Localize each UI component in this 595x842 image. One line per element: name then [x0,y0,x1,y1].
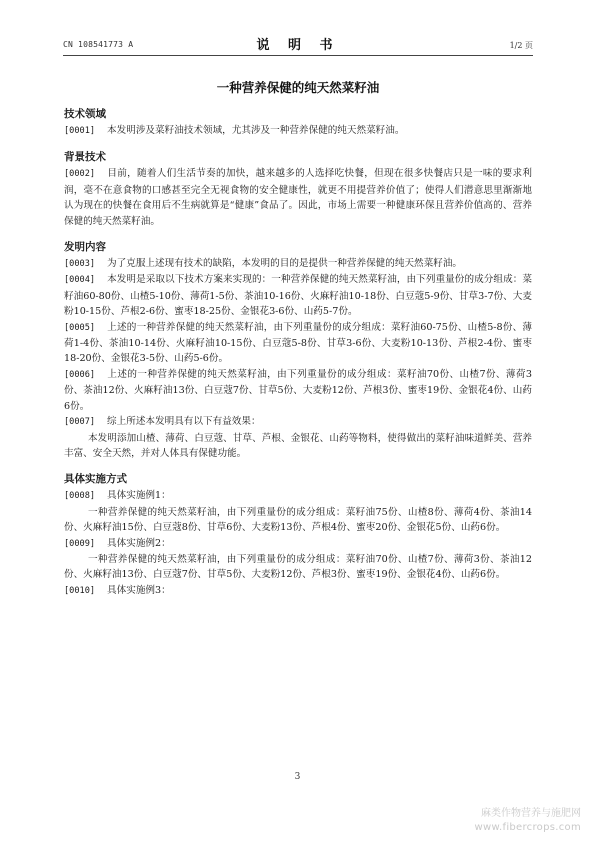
paragraph-0005 [64,320,532,367]
section-heading-embodiments: 具体实施方式 [64,473,127,486]
paragraph-number: [0002] [64,169,96,180]
section-heading-invention: 发明内容 [64,241,106,254]
paragraph-text: 具体实施例2： [107,537,171,549]
paragraph-text: 具体实施例3： [107,584,171,596]
paragraph-text: 综上所述本发明具有以下有益效果： [107,416,261,428]
paragraph-0004 [64,272,532,319]
watermark-site-name: 麻类作物营养与施肥网 [481,808,581,819]
document-title: 一种营养保健的纯天然菜籽油 [216,80,380,95]
paragraph-0009 [64,536,532,552]
watermark-url: www.fibercrops.com [474,822,581,833]
paragraph-0003 [64,256,532,272]
page-header [63,34,533,52]
paragraph-number: [0010] [64,585,96,596]
embodiment-2-text: 一种营养保健的纯天然菜籽油，由下列重量份的成分组成：菜籽油70份、山楂7份、薄荷3份、茶油12份、火麻籽油13份、白豆蔻7份、甘草5份、大麦粉12份、芦根3份、蜜枣19份、金银花4份、山药6份。 [64,553,532,581]
paragraph-0010 [64,583,532,599]
document-body [64,106,532,599]
site-watermark [475,807,582,835]
paragraph-0001 [64,123,532,139]
paragraph-0002 [64,166,532,229]
paragraph-text: 本发明涉及菜籽油技术领域，尤其涉及一种营养保健的纯天然菜籽油。 [107,125,405,136]
paragraph-text: 上述的一种营养保健的纯天然菜籽油，由下列重量份的成分组成：菜籽油60-75份、山楂5-8份、薄荷1-4份、茶油10-14份、火麻籽油10-15份、白豆蔻5-8份、甘草3-6份、大麦粉10-13份、芦根2-4份、蜜枣18-20份、金银花3-5份、山药5-6份。 [64,321,532,365]
paragraph-number: [0004] [64,275,96,286]
paragraph-number: [0006] [64,369,96,380]
paragraph-0007-continued: 本发明添加山楂、薄荷、白豆蔻、甘草、芦根、金银花、山药等物料，使得做出的菜籽油味道鲜美、营养丰富、安全天然，并对人体具有保健功能。 [64,432,532,459]
paragraph-text: 本发明是采取以下技术方案来实现的：一种营养保健的纯天然菜籽油，由下列重量份的成分组成：菜籽油60-80份、山楂5-10份、薄荷1-5份、茶油10-16份、火麻籽油10-18份、白豆蔻5-9份、甘草3-7份、大麦粉10-15份、芦根2-6份、蜜枣18-25份、金银花3-6份、山药5-7份。 [64,274,532,318]
paragraph-text: 目前，随着人们生活节奏的加快，越来越多的人选择吃快餐，但现在很多快餐店只是一味的要求利润，毫不在意食物的口感甚至完全无视食物的安全健康性，就更不用提营养价值了；使得人们潜意思里渐渐地认为现在的快餐在食用后不生病就算是“健康”食品了。因此，市场上需要一种健康环保且营养价值高的、营养保健的纯天然菜籽油。 [64,168,532,227]
embodiment-1-text: 一种营养保健的纯天然菜籽油，由下列重量份的成分组成：菜籽油75份、山楂8份、薄荷4份、茶油14份、火麻籽油15份、白豆蔻8份、甘草6份、大麦粉13份、芦根4份、蜜枣20份、金银花5份、山药6份。 [64,506,532,534]
section-heading-tech-field: 技术领域 [64,108,106,120]
paragraph-number: [0007] [64,417,96,428]
paragraph-0006 [64,367,532,414]
paragraph-number: [0008] [64,491,96,502]
paragraph-0008 [64,488,532,504]
page-number: 3 [294,772,301,782]
paragraph-text: 上述的一种营养保健的纯天然菜籽油，由下列重量份的成分组成：菜籽油70份、山楂7份、薄荷3份、茶油12份、火麻籽油13份、白豆蔻7份、甘草5份、大麦粉12份、芦根3份、蜜枣19份、金银花4份、山药6份。 [64,368,532,412]
document-type-label: 说 明 书 [256,38,340,53]
page-indicator: 1/2 页 [509,41,533,50]
paragraph-number: [0001] [64,126,96,136]
publication-number: CN 108541773 A [63,40,134,49]
section-heading-background: 背景技术 [64,151,106,164]
paragraph-number: [0009] [64,538,96,549]
paragraph-text: 具体实施例1： [107,490,171,502]
paragraph-number: [0005] [64,322,96,333]
paragraph-text: 为了克服上述现有技术的缺陷，本发明的目的是提供一种营养保健的纯天然菜籽油。 [107,258,463,270]
paragraph-0007 [64,414,532,430]
header-rule [63,55,533,56]
paragraph-number: [0003] [64,259,96,270]
